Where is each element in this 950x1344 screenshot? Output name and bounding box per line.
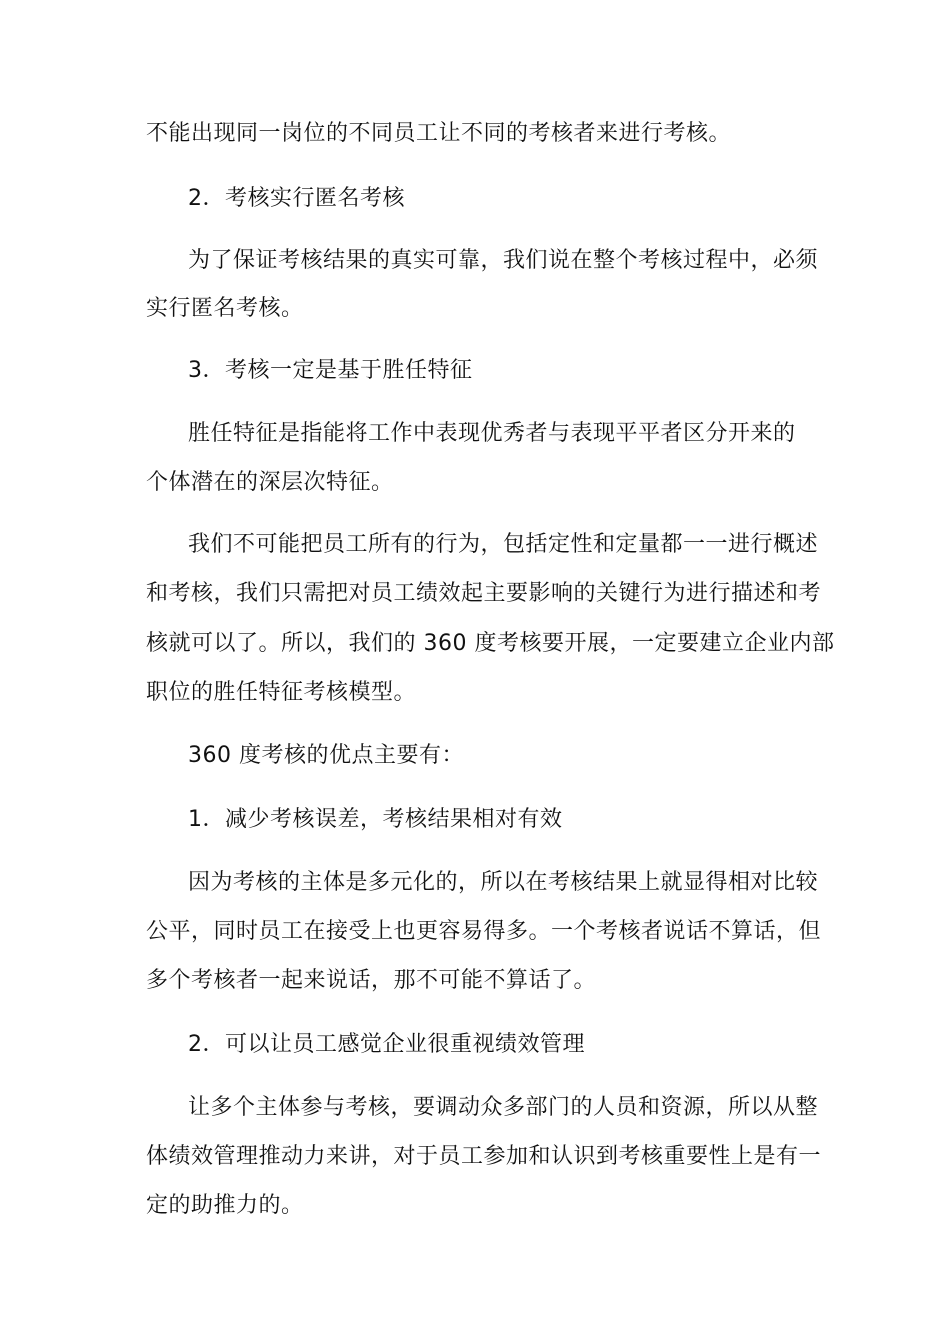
paragraph-line: 和考核，我们只需把对员工绩效起主要影响的关键行为进行描述和考 bbox=[146, 581, 822, 606]
paragraph-line: 个体潜在的深层次特征。 bbox=[146, 470, 394, 495]
paragraph-line: 为了保证考核结果的真实可靠，我们说在整个考核过程中，必须 bbox=[188, 248, 819, 273]
paragraph-line: 实行匿名考核。 bbox=[146, 296, 304, 321]
paragraph-line: 因为考核的主体是多元化的，所以在考核结果上就显得相对比较 bbox=[188, 870, 819, 895]
paragraph-line: 定的助推力的。 bbox=[146, 1193, 304, 1218]
paragraph-line: 让多个主体参与考核，要调动众多部门的人员和资源，所以从整 bbox=[188, 1095, 819, 1120]
paragraph-line: 胜任特征是指能将工作中表现优秀者与表现平平者区分开来的 bbox=[188, 421, 796, 446]
paragraph-line: 体绩效管理推动力来讲，对于员工参加和认识到考核重要性上是有一 bbox=[146, 1144, 822, 1169]
section-heading: 2．考核实行匿名考核 bbox=[188, 186, 405, 211]
paragraph-line: 我们不可能把员工所有的行为，包括定性和定量都一一进行概述 bbox=[188, 532, 819, 557]
paragraph-line: 核就可以了。所以，我们的 360 度考核要开展，一定要建立企业内部 bbox=[146, 631, 835, 656]
section-heading: 1．减少考核误差，考核结果相对有效 bbox=[188, 807, 563, 832]
section-heading: 360 度考核的优点主要有： bbox=[188, 743, 464, 768]
paragraph-line: 多个考核者一起来说话，那不可能不算话了。 bbox=[146, 968, 597, 993]
section-heading: 2．可以让员工感觉企业很重视绩效管理 bbox=[188, 1032, 585, 1057]
section-heading: 3．考核一定是基于胜任特征 bbox=[188, 358, 473, 383]
paragraph-line: 不能出现同一岗位的不同员工让不同的考核者来进行考核。 bbox=[146, 121, 732, 146]
paragraph-line: 职位的胜任特征考核模型。 bbox=[146, 680, 417, 705]
paragraph-line: 公平，同时员工在接受上也更容易得多。一个考核者说话不算话，但 bbox=[146, 919, 822, 944]
